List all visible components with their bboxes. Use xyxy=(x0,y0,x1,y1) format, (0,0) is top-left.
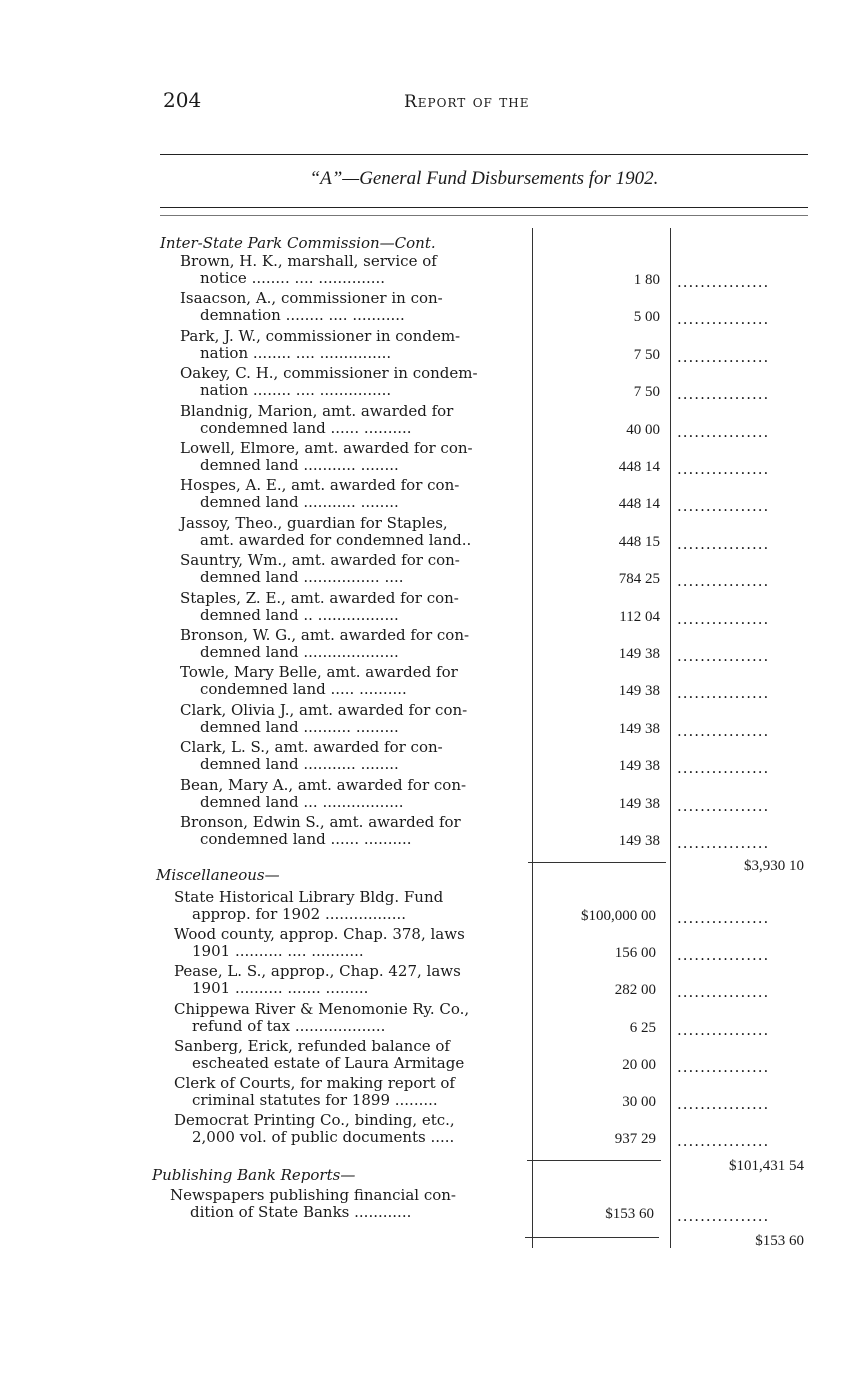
entry-payee-line: Bean, Mary A., amt. awarded for con- xyxy=(180,775,467,794)
entry-description-line: nation ........ .... ............... xyxy=(200,381,392,400)
entry-description-line: demnation ........ .... ........... xyxy=(200,306,405,325)
entry-description-line: demned land ........... ........ xyxy=(200,456,399,474)
entry-description-line: demned land ... ................. xyxy=(200,792,404,811)
entry-description-line: 1901 .......... ....... ......... xyxy=(192,979,369,998)
table-row xyxy=(0,476,844,516)
entry-total-leader: ................ xyxy=(677,759,770,778)
entry-amount: 112 04 xyxy=(619,608,660,625)
entry-payee-line: Sanberg, Erick, refunded balance of xyxy=(174,1036,450,1055)
entry-amount: $153 60 xyxy=(605,1206,654,1222)
entry-payee-line: Hospes, A. E., amt. awarded for con- xyxy=(180,476,460,495)
entry-amount: 6 25 xyxy=(629,1019,656,1036)
entry-payee-line: Jassoy, Theo., guardian for Staples, xyxy=(180,513,448,532)
entry-total-leader: ................ xyxy=(677,534,770,553)
entry-payee-line: Lowell, Elmore, amt. awarded for con- xyxy=(180,439,473,457)
entry-total-leader: ................ xyxy=(677,909,770,927)
entry-payee-line: Democrat Printing Co., binding, etc., xyxy=(174,1111,455,1130)
section-rule xyxy=(528,862,666,863)
entry-total-leader: ................ xyxy=(677,647,770,665)
entry-description-line: condemned land ...... .......... xyxy=(200,830,412,848)
entry-description-line: notice ........ .... .............. xyxy=(200,269,386,287)
entry-payee-line: Sauntry, Wm., amt. awarded for con- xyxy=(180,551,460,570)
entry-description-line: nation ........ .... ............... xyxy=(200,343,392,362)
title-rule-thin xyxy=(160,215,808,216)
page-number: 204 xyxy=(163,88,202,112)
entry-amount: 937 29 xyxy=(614,1131,656,1148)
entry-total-leader: ................ xyxy=(677,796,770,815)
entry-amount: 5 00 xyxy=(633,309,660,326)
entry-total-leader: ................ xyxy=(677,1095,770,1113)
entry-payee-line: Brown, H. K., marshall, service of xyxy=(180,252,437,270)
table-row xyxy=(0,663,844,703)
entry-amount: 7 50 xyxy=(633,346,660,363)
entry-total-leader: ................ xyxy=(677,1057,770,1076)
entry-total-leader: ................ xyxy=(677,385,770,404)
entry-description-line: condemned land ...... .......... xyxy=(200,418,412,437)
top-rule xyxy=(160,154,808,155)
entry-amount: 7 50 xyxy=(633,384,660,401)
entry-total-leader: ................ xyxy=(677,572,770,591)
entry-amount: 20 00 xyxy=(622,1056,656,1073)
entry-total-leader: ................ xyxy=(677,310,770,329)
table-row xyxy=(0,1000,844,1037)
entry-description-line: 2,000 vol. of public documents ..... xyxy=(192,1128,455,1147)
section-heading: Inter-State Park Commission—Cont. xyxy=(160,234,436,252)
entry-amount: 149 38 xyxy=(618,720,660,737)
entry-payee-line: Pease, L. S., approp., Chap. 427, laws xyxy=(174,962,461,981)
entry-description-line: amt. awarded for condemned land.. xyxy=(200,530,472,549)
entry-description-line: 1901 .......... .... ........... xyxy=(192,942,364,961)
table-row xyxy=(0,289,844,329)
entry-payee-line: Isaacson, A., commissioner in con- xyxy=(180,289,443,308)
table-row xyxy=(0,252,844,289)
table-row xyxy=(0,551,844,591)
entry-payee-line: State Historical Library Bldg. Fund xyxy=(174,888,444,906)
entry-description-line: approp. for 1902 ................. xyxy=(192,905,407,923)
entry-description-line: dition of State Banks ............ xyxy=(190,1203,412,1221)
entry-total-leader: ................ xyxy=(677,1132,770,1151)
table-row xyxy=(0,364,844,404)
table-row xyxy=(0,888,844,925)
entry-description-line: refund of tax ................... xyxy=(192,1016,386,1035)
entry-total-leader: ................ xyxy=(677,1020,770,1039)
table-row xyxy=(0,439,844,476)
entry-amount: $100,000 00 xyxy=(581,908,656,924)
table-row xyxy=(0,701,844,738)
section-rule xyxy=(527,1160,661,1161)
entry-total-leader: ................ xyxy=(677,497,770,516)
entry-amount: 448 14 xyxy=(618,496,660,513)
entry-description-line: criminal statutes for 1899 ......... xyxy=(192,1091,438,1109)
running-head: Report of the xyxy=(404,92,530,112)
entry-amount: 282 00 xyxy=(614,982,656,999)
title-rule xyxy=(160,207,808,208)
entry-description-line: demned land ........... ........ xyxy=(200,493,399,512)
entry-amount: 149 38 xyxy=(618,683,660,700)
entry-payee-line: Bronson, W. G., amt. awarded for con- xyxy=(180,626,470,644)
section-heading: Publishing Bank Reports— xyxy=(152,1166,356,1184)
table-row xyxy=(0,514,844,551)
entry-amount: 149 38 xyxy=(618,795,660,812)
table-row xyxy=(0,962,844,1002)
entry-amount: 149 38 xyxy=(618,833,660,849)
entry-description-line: condemned land ..... .......... xyxy=(200,680,407,699)
section-total: $3,930 10 xyxy=(744,858,804,874)
table-row xyxy=(0,813,844,850)
table-row xyxy=(0,1074,844,1111)
entry-amount: 448 15 xyxy=(618,533,660,550)
entry-amount: 784 25 xyxy=(618,571,660,588)
entry-payee-line: Oakey, C. H., commissioner in condem- xyxy=(180,364,478,383)
table-row xyxy=(0,1111,844,1151)
entry-description-line: demned land .................... xyxy=(200,643,399,661)
entry-total-leader: ................ xyxy=(677,983,770,1002)
table-row xyxy=(0,776,844,813)
entry-description-line: demned land .......... ......... xyxy=(200,717,399,736)
entry-total-leader: ................ xyxy=(677,347,770,366)
entry-description-line: demned land ........... ........ xyxy=(200,755,399,774)
entry-amount: 448 14 xyxy=(618,459,660,475)
table-row xyxy=(0,626,844,663)
entry-total-leader: ................ xyxy=(677,946,770,965)
entry-total-leader: ................ xyxy=(677,684,770,703)
entry-amount: 1 80 xyxy=(633,272,660,288)
entry-payee-line: Clerk of Courts, for making report of xyxy=(174,1074,455,1092)
entry-amount: 149 38 xyxy=(618,646,660,662)
table-row xyxy=(0,589,844,626)
entry-total-leader: ................ xyxy=(677,834,770,852)
entry-total-leader: ................ xyxy=(677,460,770,478)
entry-payee-line: Newspapers publishing financial con- xyxy=(170,1186,456,1204)
table-row xyxy=(0,925,844,965)
entry-payee-line: Clark, Olivia J., amt. awarded for con- xyxy=(180,700,468,719)
entry-payee-line: Wood county, approp. Chap. 378, laws xyxy=(174,925,465,944)
table-row xyxy=(0,1037,844,1074)
entry-amount: 30 00 xyxy=(622,1094,656,1110)
entry-total-leader: ................ xyxy=(677,422,770,441)
section-rule xyxy=(525,1237,659,1238)
entry-amount: 149 38 xyxy=(618,758,660,775)
section-total: $153 60 xyxy=(755,1233,804,1249)
entry-payee-line: Towle, Mary Belle, amt. awarded for xyxy=(180,663,458,682)
table-title: “A”—General Fund Disbursements for 1902. xyxy=(309,168,659,189)
entry-amount: 40 00 xyxy=(626,421,660,438)
table-row xyxy=(0,402,844,439)
table-row xyxy=(0,738,844,778)
entry-total-leader: ................ xyxy=(677,721,770,740)
table-row xyxy=(0,1186,844,1223)
table-row xyxy=(0,327,844,364)
entry-description-line: demned land ................ .... xyxy=(200,568,404,587)
entry-description-line: escheated estate of Laura Armitage xyxy=(192,1053,465,1072)
entry-description-line: demned land .. ................. xyxy=(200,605,399,624)
entry-payee-line: Staples, Z. E., amt. awarded for con- xyxy=(180,588,459,607)
entry-total-leader: ................ xyxy=(677,609,770,628)
entry-payee-line: Clark, L. S., amt. awarded for con- xyxy=(180,738,443,757)
entry-payee-line: Chippewa River & Menomonie Ry. Co., xyxy=(174,999,470,1018)
entry-payee-line: Park, J. W., commissioner in condem- xyxy=(180,326,461,345)
entry-amount: 156 00 xyxy=(614,945,656,962)
section-total: $101,431 54 xyxy=(729,1158,804,1174)
entry-total-leader: ................ xyxy=(677,1207,770,1225)
entry-payee-line: Bronson, Edwin S., amt. awarded for xyxy=(180,813,461,831)
section-heading: Miscellaneous— xyxy=(156,866,280,884)
entry-payee-line: Blandnig, Marion, amt. awarded for xyxy=(180,401,454,420)
entry-total-leader: ................ xyxy=(677,273,770,291)
